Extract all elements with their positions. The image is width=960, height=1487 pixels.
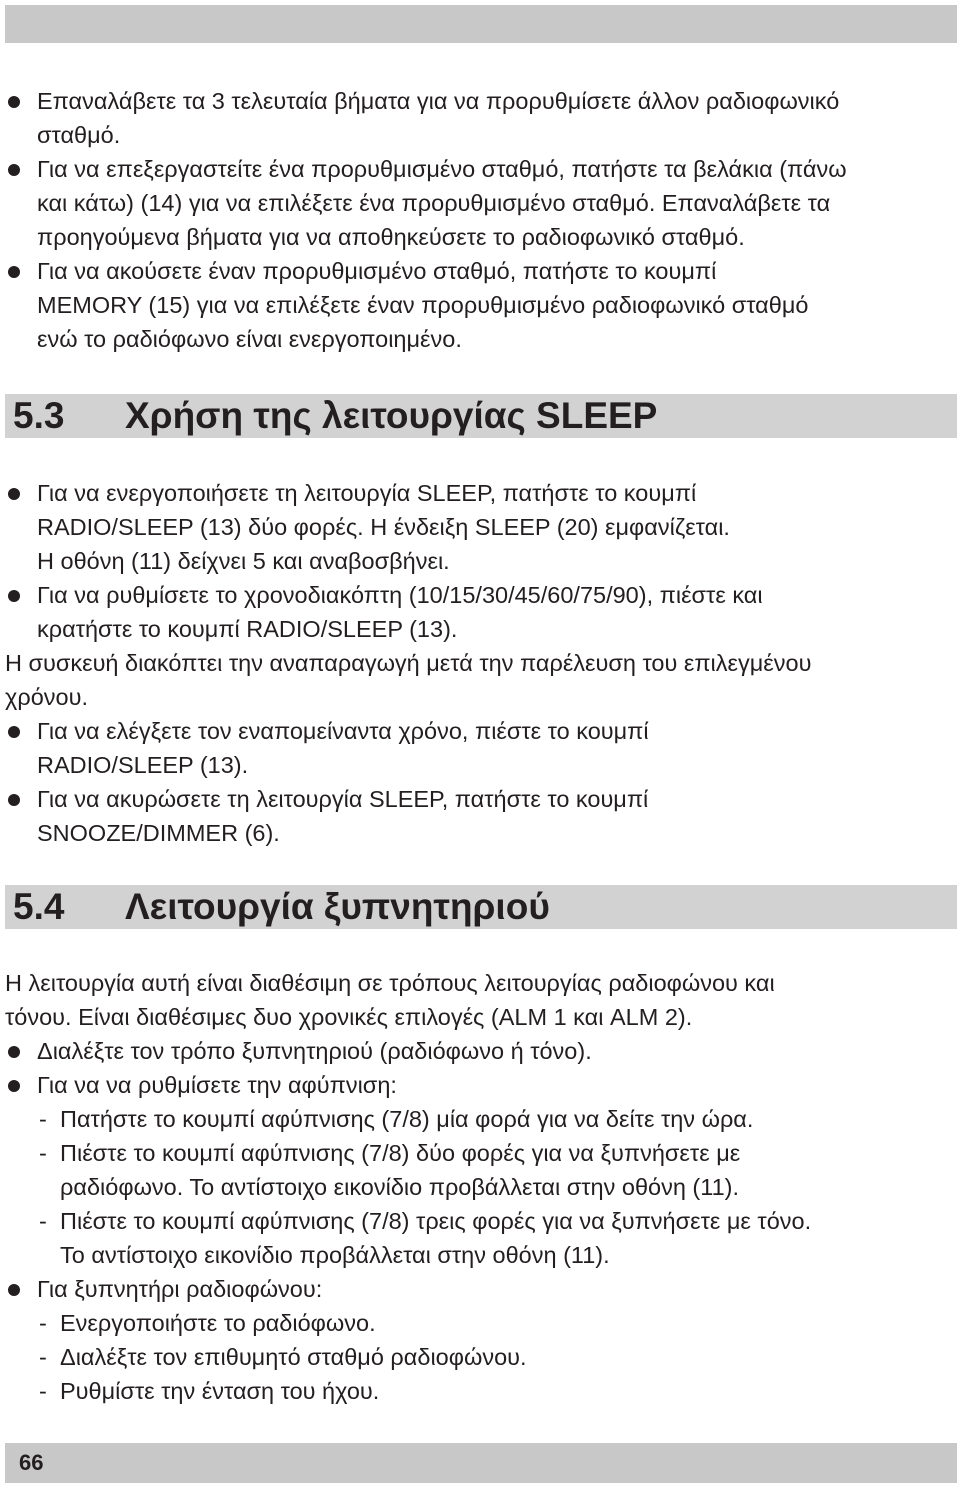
page-number: 66	[19, 1450, 44, 1475]
bullet-icon	[8, 590, 20, 602]
bullet-icon	[8, 1046, 20, 1058]
dash-marker: -	[39, 1310, 47, 1336]
bullet-icon	[8, 1080, 20, 1092]
bullet-icon	[8, 726, 20, 738]
section-heading-5-4	[5, 885, 957, 929]
dash-marker: -	[39, 1344, 47, 1370]
list-item-continuation: προηγούμενα βήματα για να αποθηκεύσετε το ραδιοφωνικό σταθμό.	[37, 224, 745, 250]
list-item: Για να ακυρώσετε τη λειτουργία SLEEP, πατήστε το κουμπί	[5, 782, 955, 816]
dash-marker: -	[39, 1106, 47, 1132]
bullet-icon	[8, 164, 20, 176]
preset-instructions	[5, 84, 955, 356]
sub-item: - Διαλέξτε τον επιθυμητό σταθμό ραδιοφώνου.	[5, 1340, 955, 1374]
sub-item: - Πιέστε το κουμπί αφύπνισης (7/8) τρεις φορές για να ξυπνήσετε με τόνο.	[5, 1204, 955, 1238]
list-item-continuation: MEMORY (15) για να επιλέξετε έναν προρυθμισμένο ραδιοφωνικό σταθμό	[37, 292, 809, 318]
list-item: Για να ενεργοποιήσετε τη λειτουργία SLEEP, πατήστε το κουμπί	[5, 476, 955, 510]
list-item: Επαναλάβετε τα 3 τελευταία βήματα για να προρυθμίσετε άλλον ραδιοφωνικό	[5, 84, 955, 118]
sub-item: - Πιέστε το κουμπί αφύπνισης (7/8) δύο φορές για να ξυπνήσετε με	[5, 1136, 955, 1170]
list-item-continuation: και κάτω) (14) για να επιλέξετε ένα προρυθμισμένο σταθμό. Επαναλάβετε τα	[37, 190, 831, 216]
footer-bar	[5, 1443, 957, 1483]
list-item: Διαλέξτε τον τρόπο ξυπνητηριού (ραδιόφωνο ή τόνο).	[5, 1034, 955, 1068]
sub-item: - Πατήστε το κουμπί αφύπνισης (7/8) μία φορά για να δείτε την ώρα.	[5, 1102, 955, 1136]
alarm-instructions	[5, 966, 955, 1408]
bullet-icon	[8, 488, 20, 500]
list-item-continuation: κρατήστε το κουμπί RADIO/SLEEP (13).	[37, 616, 458, 642]
list-item-continuation: ενώ το ραδιόφωνο είναι ενεργοποιημένο.	[37, 326, 462, 352]
bullet-icon	[8, 1284, 20, 1296]
list-item: Για ξυπνητήρι ραδιοφώνου:	[5, 1272, 955, 1306]
list-item-continuation: Η οθόνη (11) δείχνει 5 και αναβοσβήνει.	[37, 548, 450, 574]
section-number: 5.4	[13, 886, 65, 927]
sub-item-continuation: ραδιόφωνο. Το αντίστοιχο εικονίδιο προβάλλεται στην οθόνη (11).	[60, 1174, 740, 1200]
bullet-icon	[8, 96, 20, 108]
list-item: Για να να ρυθμίσετε την αφύπνιση:	[5, 1068, 955, 1102]
list-item-continuation: σταθμό.	[37, 122, 121, 148]
section-title: Χρήση της λειτουργίας SLEEP	[125, 395, 658, 436]
dash-marker: -	[39, 1378, 47, 1404]
section-title: Λειτουργία ξυπνητηριού	[125, 886, 550, 927]
list-item-continuation: RADIO/SLEEP (13) δύο φορές. Η ένδειξη SLEEP (20) εμφανίζεται.	[37, 514, 730, 540]
sub-item: - Ρυθμίστε την ένταση του ήχου.	[5, 1374, 955, 1408]
bullet-icon	[8, 794, 20, 806]
bullet-icon	[8, 266, 20, 278]
sleep-instructions	[5, 476, 955, 850]
dash-marker: -	[39, 1208, 47, 1234]
section-number: 5.3	[13, 395, 65, 436]
paragraph-line: χρόνου.	[5, 684, 88, 710]
list-item: Για να επεξεργαστείτε ένα προρυθμισμένο σταθμό, πατήστε τα βελάκια (πάνω	[5, 152, 955, 186]
sub-item-continuation: Το αντίστοιχο εικονίδιο προβάλλεται στην οθόνη (11).	[60, 1242, 610, 1268]
list-item: Για να ρυθμίσετε το χρονοδιακόπτη (10/15/30/45/60/75/90), πιέστε και	[5, 578, 955, 612]
dash-marker: -	[39, 1140, 47, 1166]
sub-item: - Ενεργοποιήστε το ραδιόφωνο.	[5, 1306, 955, 1340]
paragraph-line: τόνου. Είναι διαθέσιμες δυο χρονικές επιλογές (ALM 1 και ALM 2).	[5, 1004, 693, 1030]
list-item-continuation: RADIO/SLEEP (13).	[37, 752, 249, 778]
header-bar	[5, 5, 957, 43]
list-item-continuation: SNOOZE/DIMMER (6).	[37, 820, 280, 846]
list-item: Για να ελέγξετε τον εναπομείναντα χρόνο, πιέστε το κουμπί	[5, 714, 955, 748]
paragraph-line: Η συσκευή διακόπτει την αναπαραγωγή μετά την παρέλευση του επιλεγμένου	[5, 650, 812, 676]
paragraph-line: Η λειτουργία αυτή είναι διαθέσιμη σε τρόπους λειτουργίας ραδιοφώνου και	[5, 970, 775, 996]
list-item: Για να ακούσετε έναν προρυθμισμένο σταθμό, πατήστε το κουμπί	[5, 254, 955, 288]
section-heading-5-3	[5, 394, 957, 438]
